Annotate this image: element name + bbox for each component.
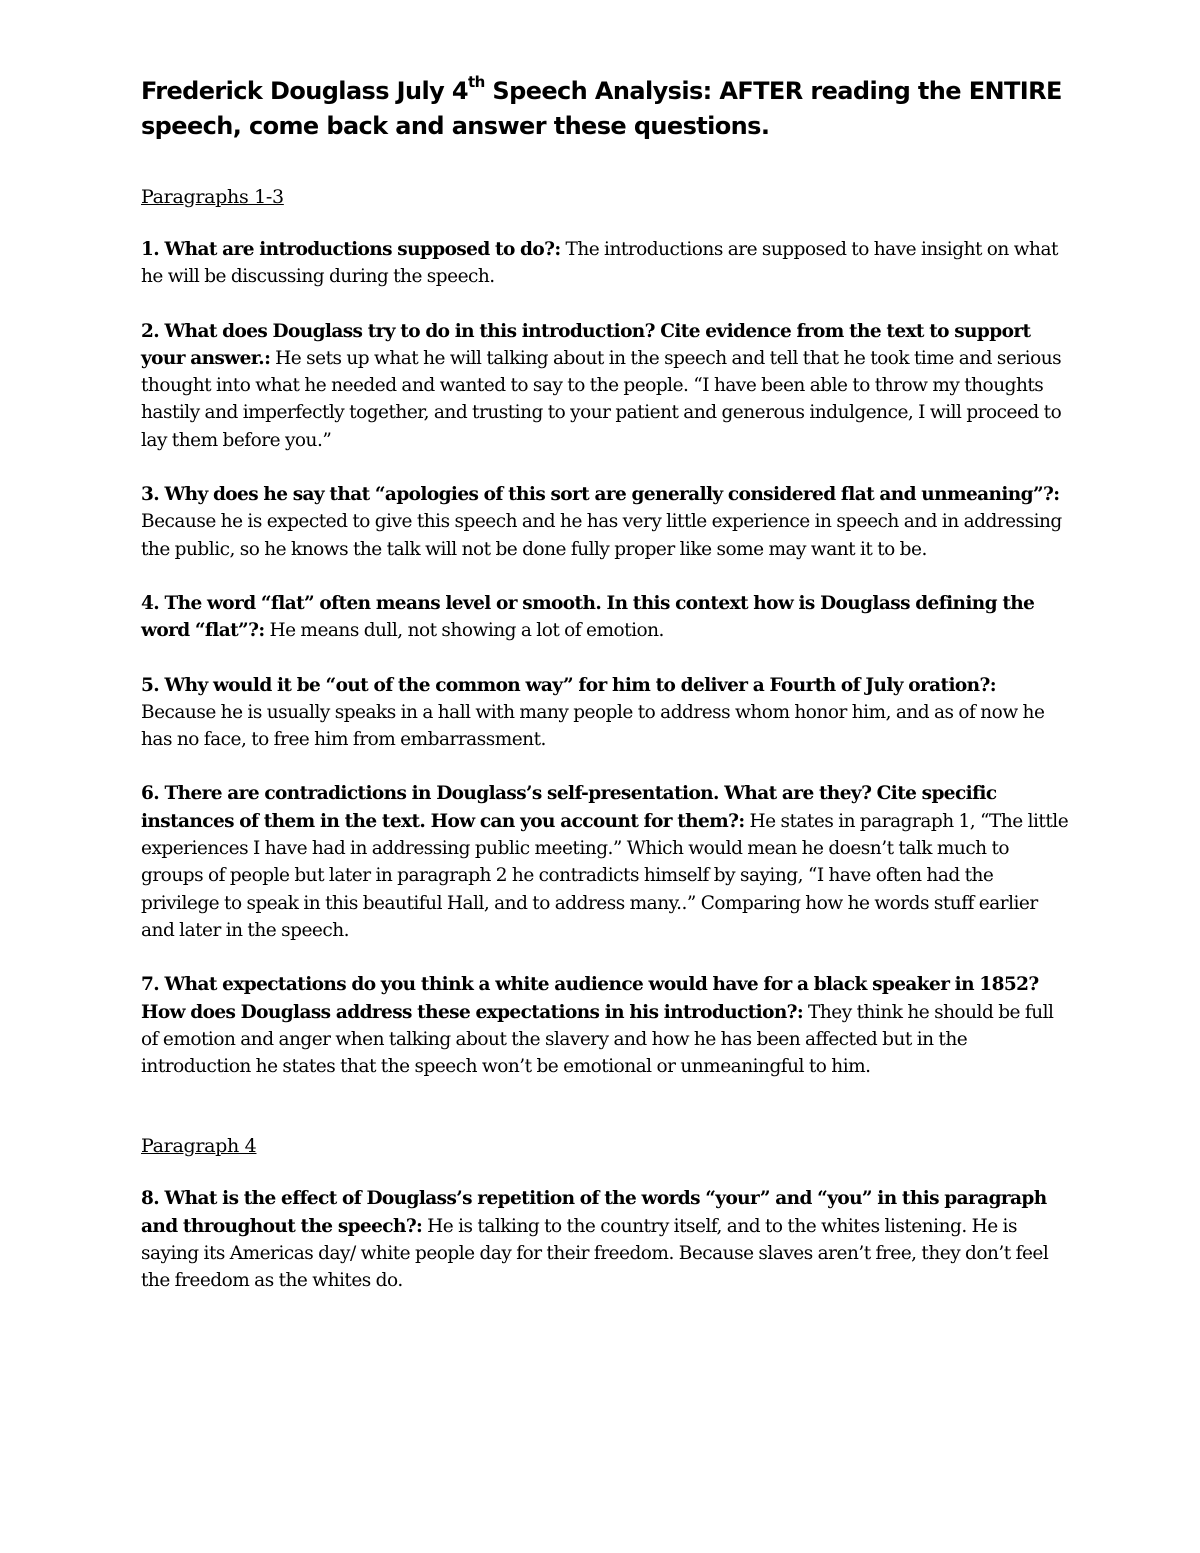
answer-text: He sets up what he will talking about in the speech and tell that he took time and serious thought into what he needed and wanted to say to the people. “I have been able to throw my thoughts hastily and imperfectly together, and trusting to your patient and generous indulgence, I will proceed to lay them before you.” [141, 347, 1062, 451]
question-answer-5 [141, 672, 1071, 754]
answer-text: The introductions are supposed to have insight on what he will be discussing during the speech. [141, 239, 1058, 288]
question-answer-7 [141, 971, 1071, 1080]
answer-text: He states in paragraph 1, “The little experiences I have had in addressing public meeting.” Which would mean he doesn’t talk much to groups of people but later in paragraph 2 he contradicts himself by saying, “I have often had the privilege to speak in this beautiful Hall, and to address many..” Comparing how he words stuff earlier and later in the speech. [141, 810, 1069, 941]
section-heading-paragraphs-1-3: Paragraphs 1-3 [141, 186, 284, 208]
question-answer-1 [141, 236, 1071, 291]
answer-text: He means dull, not showing a lot of emotion. [264, 620, 664, 642]
title-superscript: th [468, 73, 485, 91]
question-text: 2. What does Douglass try to do in this introduction? Cite evidence from the text to support your answer.: [141, 320, 1031, 369]
document-title [141, 74, 1071, 144]
document-body [141, 74, 1071, 1295]
question-text: 6. There are contradictions in Douglass’s self-presentation. What are they? Cite specific instances of them in the text. How can you account for them?: [141, 783, 997, 832]
question-answer-6 [141, 780, 1071, 944]
answer-text: They think he should be full of emotion and anger when talking about the slavery and how he has been affected but in the introduction he states that the speech won’t be emotional or unmeaningful to him. [141, 1001, 1054, 1078]
question-text: 4. The word “flat” often means level or smooth. In this context how is Douglass defining the word “flat”?: [141, 592, 1035, 642]
question-answer-8 [141, 1185, 1071, 1294]
question-answer-4 [141, 590, 1071, 645]
title-part-1: Frederick Douglass July 4 [141, 77, 469, 105]
question-answer-3 [141, 481, 1071, 563]
section-heading-paragraph-4: Paragraph 4 [141, 1135, 257, 1158]
answer-text: He is talking to the country itself, and to the whites listening. He is saying its Americas day/ white people day for their freedom. Because slaves aren’t free, they don’t feel the freedom as the whites do. [141, 1215, 1049, 1292]
answer-text: Because he is expected to give this speech and he has very little experience in speech and in addressing the public, so he knows the talk will not be done fully proper like some may want it to be. [141, 511, 1062, 560]
title-part-2: Speech Analysis: AFTER reading the ENTIRE speech, come back and answer these questions. [141, 77, 1062, 140]
question-text: 7. What expectations do you think a white audience would have for a black speaker in 1852? How does Douglass address these expectations in his introduction?: [141, 974, 1039, 1023]
answer-text: Because he is usually speaks in a hall with many people to address whom honor him, and as of now he has no face, to free him from embarrassment. [141, 701, 1045, 751]
question-text: 3. Why does he say that “apologies of this sort are generally considered flat and unmeaning”?: [141, 484, 1060, 506]
question-answer-2 [141, 318, 1071, 454]
question-text: 1. What are introductions supposed to do?: [141, 239, 561, 260]
question-text: 5. Why would it be “out of the common way” for him to deliver a Fourth of July oration?: [141, 674, 996, 696]
question-text: 8. What is the effect of Douglass’s repetition of the words “your” and “you” in this paragraph and throughout the speech?: [141, 1188, 1047, 1237]
